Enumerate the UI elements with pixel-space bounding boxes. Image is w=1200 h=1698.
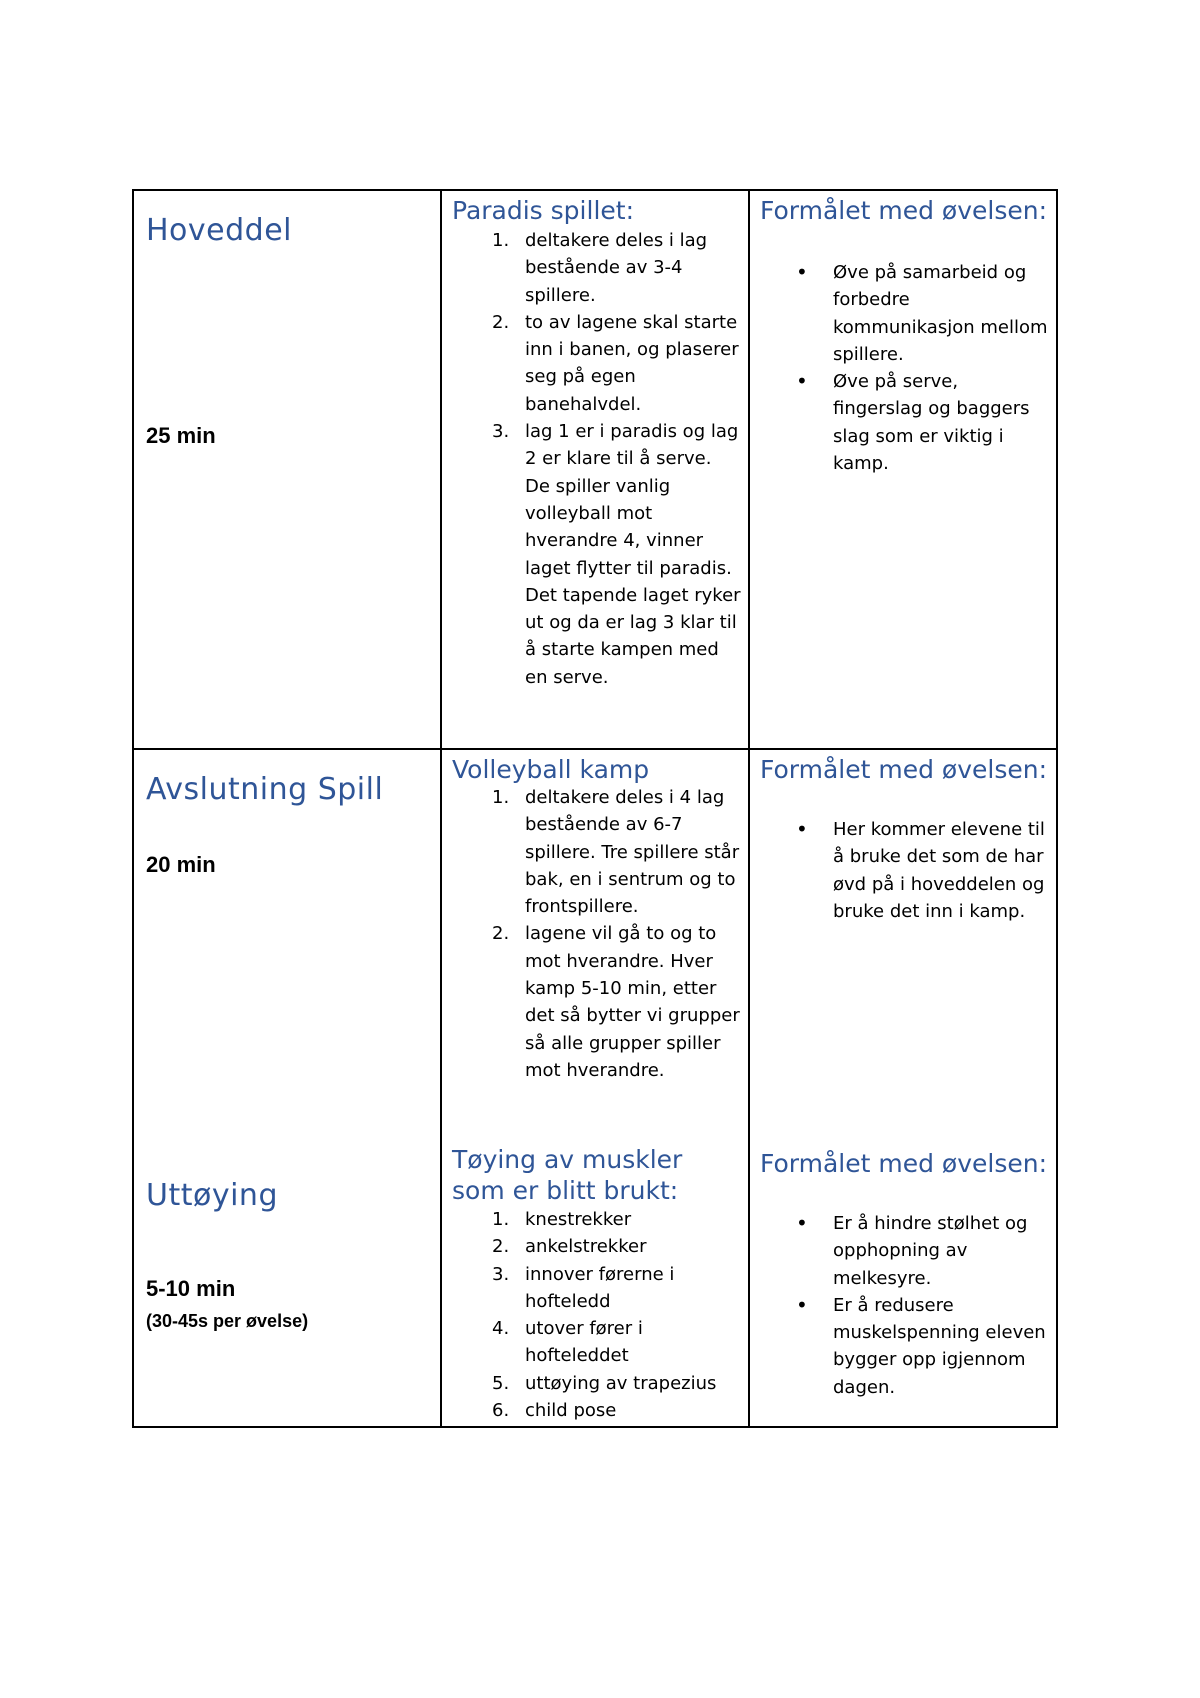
list-item — [452, 920, 742, 1084]
purpose-bullets — [760, 1210, 1050, 1401]
activity-title: Volleyball kamp — [452, 755, 650, 784]
step-text: innover førerne i hofteledd — [525, 1263, 675, 1312]
bullet-icon: • — [796, 1292, 808, 1317]
list-number: 6. — [492, 1400, 510, 1422]
lesson-plan-table — [132, 189, 1058, 1428]
list-item — [452, 1315, 742, 1370]
section-cell — [133, 749, 441, 1427]
bullet-icon: • — [796, 1211, 808, 1235]
purpose-cell — [749, 190, 1057, 749]
list-number: 3. — [492, 1263, 510, 1285]
list-item — [452, 1261, 742, 1316]
duration-text: 20 min — [146, 852, 216, 877]
bullet-text: Øve på serve, fingerslag og baggers slag som er viktig i kamp. — [833, 371, 1030, 475]
section-title: Hoveddel — [146, 213, 293, 248]
list-number: 4. — [492, 1318, 510, 1340]
step-text: deltakere deles i lag bestående av 3-4 spillere. — [525, 230, 708, 306]
list-item — [760, 368, 1050, 477]
list-number: 3. — [492, 421, 510, 443]
list-item — [760, 1210, 1050, 1292]
duration-text: 25 min — [146, 423, 216, 448]
subsection-title: Uttøying — [146, 1178, 278, 1213]
step-text: lagene vil gå to og to mot hverandre. Hver kamp 5-10 min, etter det så bytter vi grupper så alle grupper spiller mot hverandre. — [525, 923, 740, 1081]
list-item — [452, 1206, 742, 1233]
list-item — [452, 418, 742, 691]
activity-cell — [441, 190, 749, 749]
duration-note: (30-45s per øvelse) — [146, 1311, 309, 1331]
step-text: deltakere deles i 4 lag bestående av 6-7 spillere. Tre spillere står bak, en i sentrum og to frontspillere. — [525, 787, 740, 918]
bullet-icon: • — [796, 260, 808, 284]
step-text: to av lagene skal starte inn i banen, og plaserer seg på egen banehalvdel. — [525, 311, 739, 415]
duration-text: 5-10 min — [146, 1276, 236, 1301]
bullet-icon: • — [796, 369, 808, 394]
stretch-steps — [452, 1206, 742, 1424]
bullet-text: Er å hindre stølhet og opphopning av melkesyre. — [833, 1213, 1028, 1289]
step-text: knestrekker — [525, 1209, 632, 1230]
bullet-text: Øve på samarbeid og forbedre kommunikasjon mellom spillere. — [833, 262, 1048, 365]
list-number: 1. — [492, 1209, 510, 1230]
step-text: uttøying av trapezius — [525, 1372, 717, 1394]
bullet-text: Er å redusere muskelspenning eleven bygger opp igjennom dagen. — [833, 1294, 1046, 1398]
list-item — [452, 227, 742, 309]
activity-title: Paradis spillet: — [452, 196, 634, 225]
purpose-bullets — [760, 259, 1050, 477]
purpose-cell — [749, 749, 1057, 1427]
list-number: 2. — [492, 311, 510, 333]
list-number: 1. — [492, 230, 510, 251]
list-number: 5. — [492, 1372, 510, 1394]
activity-cell — [441, 749, 749, 1427]
list-item — [760, 259, 1050, 368]
step-text: ankelstrekker — [525, 1236, 647, 1258]
step-text: lag 1 er i paradis og lag 2 er klare til å serve. De spiller vanlig volleyball mot hverandre 4, vinner laget flytter til paradis. Det tapende laget ryker ut og da er lag 3 klar til å starte kampen med en serve. — [525, 421, 741, 688]
table-row — [133, 190, 1057, 749]
purpose-title: Formålet med øvelsen: — [760, 1149, 1048, 1178]
list-item — [452, 309, 742, 418]
list-item — [760, 1292, 1050, 1401]
stretch-title: Tøying av muskler som er blitt brukt: — [452, 1145, 683, 1205]
bullet-text: Her kommer elevene til å bruke det som de har øvd på i hoveddelen og bruke det inn i kamp. — [833, 819, 1045, 922]
activity-steps — [452, 784, 742, 1084]
list-number: 1. — [492, 787, 510, 808]
step-text: child pose — [525, 1400, 617, 1422]
section-cell — [133, 190, 441, 749]
purpose-title: Formålet med øvelsen: — [760, 196, 1048, 225]
list-item — [760, 816, 1050, 925]
list-item — [452, 1233, 742, 1260]
list-item — [452, 1397, 742, 1424]
purpose-bullets — [760, 816, 1050, 925]
list-number: 2. — [492, 1236, 510, 1258]
section-title: Avslutning Spill — [146, 772, 384, 807]
step-text: utover fører i hofteleddet — [525, 1318, 643, 1367]
bullet-icon: • — [796, 817, 808, 841]
table-row — [133, 749, 1057, 1427]
list-number: 2. — [492, 923, 510, 945]
activity-steps — [452, 227, 742, 691]
list-item — [452, 784, 742, 920]
purpose-title: Formålet med øvelsen: — [760, 755, 1048, 784]
list-item — [452, 1370, 742, 1397]
